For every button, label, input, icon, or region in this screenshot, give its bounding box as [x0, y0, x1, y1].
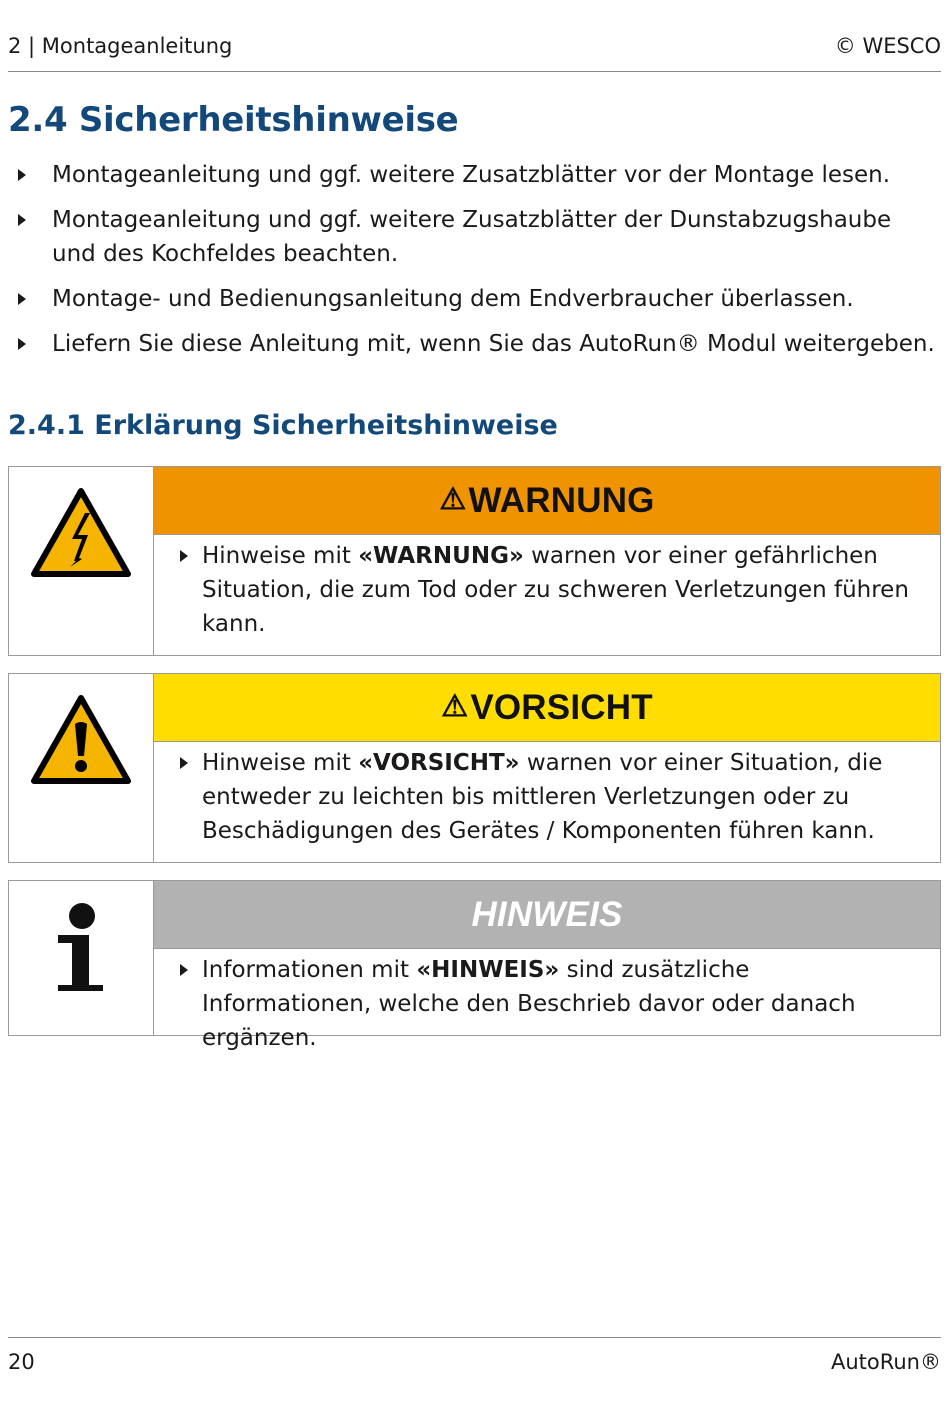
bullet-arrow-icon: [180, 550, 188, 562]
subsection-title: 2.4.1 Erklärung Sicherheitshinweise: [8, 410, 558, 441]
warning-label: WARNUNG: [468, 480, 655, 520]
bullet-arrow-icon: [18, 214, 26, 226]
general-warning-icon: [30, 694, 132, 786]
caution-icon-cell: [9, 674, 154, 862]
header-chapter: 2 | Montageanleitung: [8, 34, 233, 58]
caution-notice-box: [8, 673, 941, 863]
page-header: [8, 34, 941, 72]
bullet-arrow-icon: [18, 338, 26, 350]
info-label: HINWEIS: [471, 894, 623, 934]
page-footer: [8, 1337, 941, 1377]
list-item: Montageanleitung und ggf. weitere Zusatzblätter der Dunstabzugshaube und des Kochfeldes beachten.: [8, 203, 938, 271]
electric-hazard-icon: [30, 487, 132, 579]
warning-description: Hinweise mit «WARNUNG» warnen vor einer gefährlichen Situation, die zum Tod oder zu schweren Verletzungen führen kann.: [154, 535, 940, 651]
list-item: Montageanleitung und ggf. weitere Zusatzblätter vor der Montage lesen.: [8, 158, 938, 192]
list-item: Liefern Sie diese Anleitung mit, wenn Sie das AutoRun® Modul weitergeben.: [8, 327, 938, 361]
warning-triangle-icon: ⚠: [439, 483, 467, 516]
section-title: 2.4 Sicherheitshinweise: [8, 100, 459, 140]
safety-bullet-list: [8, 158, 938, 372]
warning-triangle-icon: ⚠: [441, 690, 469, 723]
caution-label: VORSICHT: [470, 687, 653, 727]
caution-description: Hinweise mit «VORSICHT» warnen vor einer Situation, die entweder zu leichten bis mittleren Verletzungen oder zu Beschädigungen des Gerätes / Komponenten führen kann.: [154, 742, 940, 858]
info-notice-box: [8, 880, 941, 1051]
product-name: AutoRun®: [830, 1350, 941, 1374]
bullet-arrow-icon: [180, 964, 188, 976]
info-icon-cell: [9, 881, 154, 1035]
warning-icon-cell: [9, 467, 154, 655]
warning-notice-box: [8, 466, 941, 656]
info-banner: [154, 881, 940, 949]
header-copyright: © WESCO: [834, 34, 941, 58]
warning-banner: [154, 467, 940, 535]
page-number: 20: [8, 1350, 35, 1374]
bullet-arrow-icon: [180, 757, 188, 769]
bullet-arrow-icon: [18, 169, 26, 181]
info-icon: [31, 899, 133, 1009]
info-description: Informationen mit «HINWEIS» sind zusätzliche Informationen, welche den Beschrieb davor oder danach ergänzen.: [154, 949, 940, 1065]
caution-banner: [154, 674, 940, 742]
list-item: Montage- und Bedienungsanleitung dem Endverbraucher überlassen.: [8, 282, 938, 316]
bullet-arrow-icon: [18, 293, 26, 305]
